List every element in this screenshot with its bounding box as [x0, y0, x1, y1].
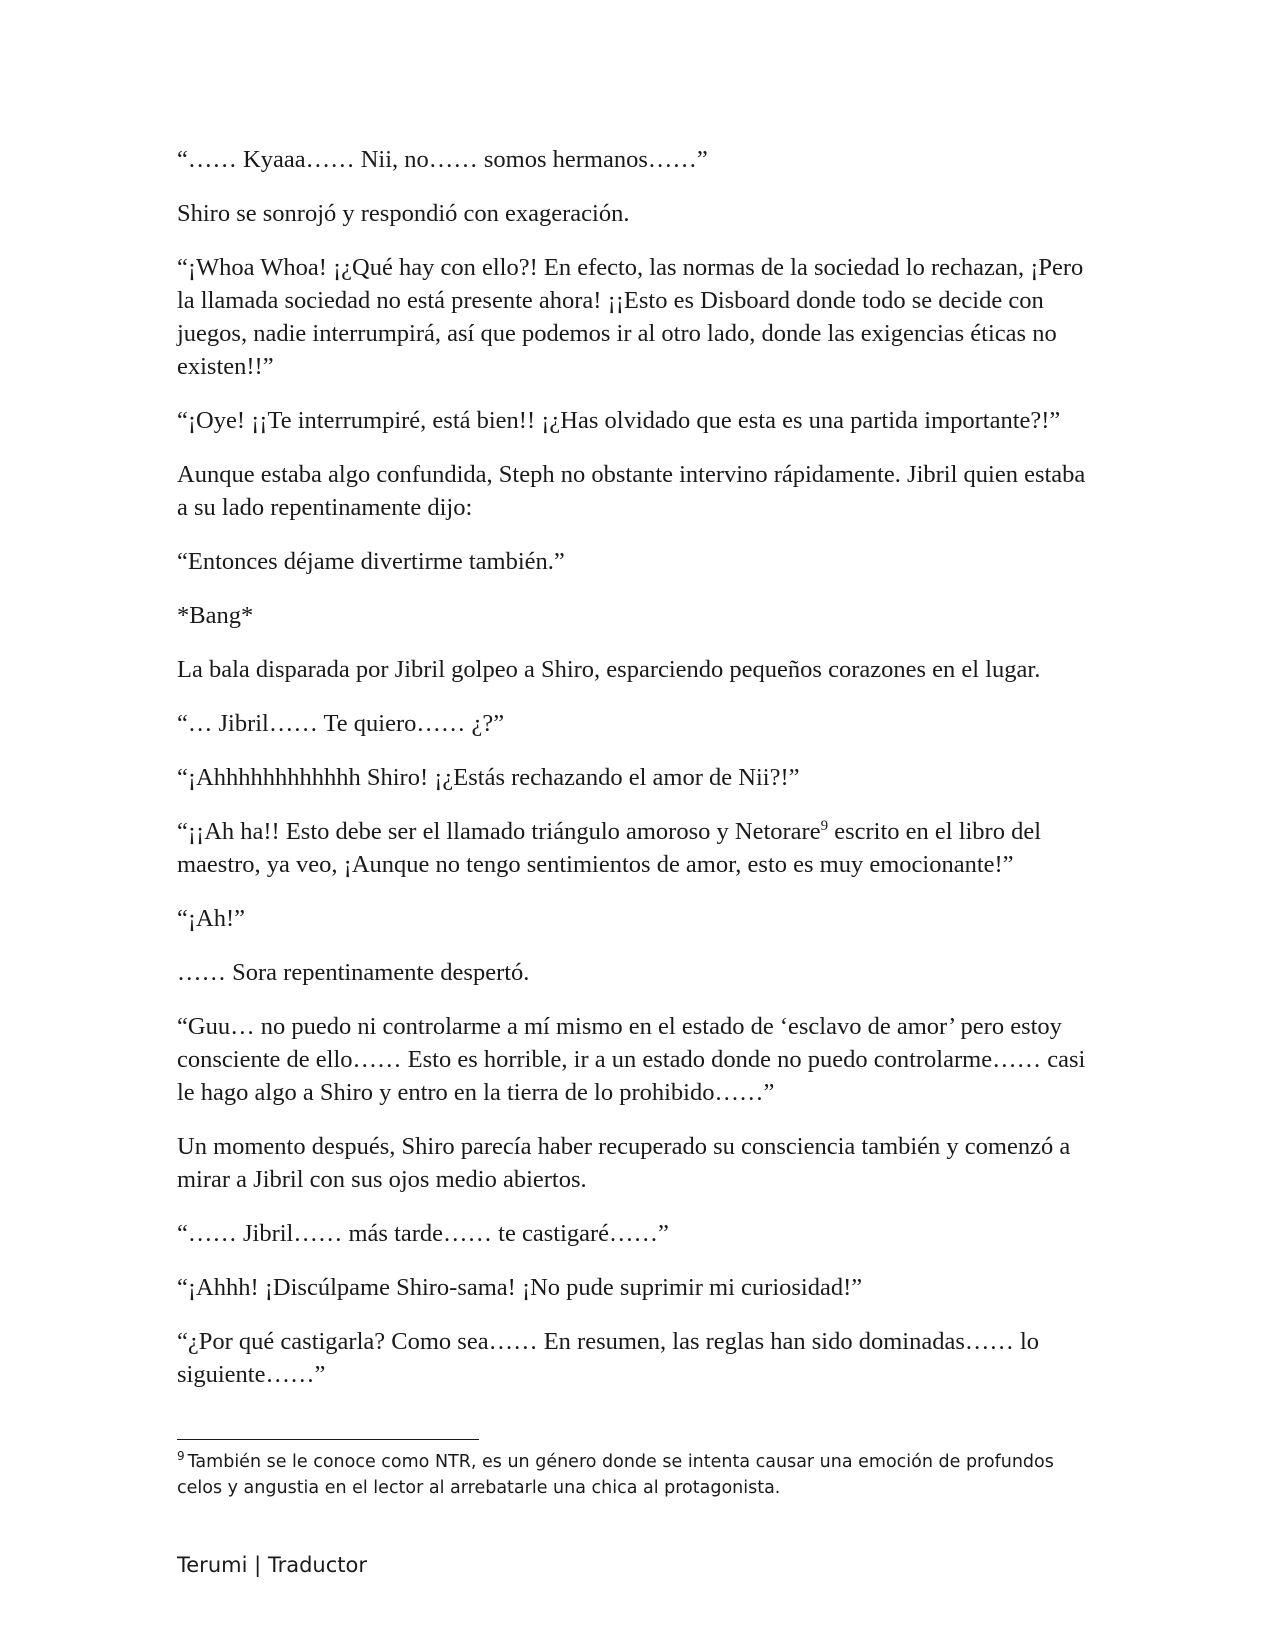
footnote-number: 9	[177, 1449, 185, 1464]
paragraph: Un momento después, Shiro parecía haber recuperado su consciencia también y comenzó a mirar a Jibril con sus ojos medio abiertos.	[177, 1133, 1071, 1193]
paragraph: “¡Oye! ¡¡Te interrumpiré, está bien!! ¡¿Has olvidado que esta es una partida importante?!”	[177, 407, 1061, 434]
paragraph: “¡Ahhh! ¡Discúlpame Shiro-sama! ¡No pude suprimir mi curiosidad!”	[177, 1274, 863, 1301]
paragraph: Shiro se sonrojó y respondió con exageración.	[177, 200, 630, 227]
paragraph: …… Sora repentinamente despertó.	[177, 959, 530, 986]
paragraph: “…… Kyaaa…… Nii, no…… somos hermanos……”	[177, 146, 708, 173]
paragraph: “¡Whoa Whoa! ¡¿Qué hay con ello?! En efecto, las normas de la sociedad lo rechazan, ¡Pero la llamada sociedad no está presente ahora! ¡¡Esto es Disboard donde todo se decide con juegos, nadie interrumpirá, así que podemos ir al otro lado, donde las exigencias éticas no existen!!”	[177, 254, 1084, 380]
page-footer: Terumi | Traductor	[177, 1553, 367, 1577]
paragraph-text: escrito en el libro del maestro, ya veo, ¡Aunque no tengo sentimientos de amor, esto es muy emocionante!”	[177, 818, 1042, 878]
paragraph: “…… Jibril…… más tarde…… te castigaré……”	[177, 1220, 669, 1247]
footnote-text: También se le conoce como NTR, es un género donde se intenta causar una emoción de profundos celos y angustia en el lector al arrebatarle una chica al protagonista.	[177, 1452, 1054, 1498]
body-text	[177, 143, 1092, 1412]
paragraph: “Entonces déjame divertirme también.”	[177, 548, 565, 575]
footnote-reference[interactable]: 9	[820, 817, 829, 834]
paragraph: “¡Ahhhhhhhhhhhh Shiro! ¡¿Estás rechazando el amor de Nii?!”	[177, 764, 800, 791]
footnote	[177, 1449, 1097, 1501]
paragraph: La bala disparada por Jibril golpeo a Shiro, esparciendo pequeños corazones en el lugar.	[177, 656, 1041, 683]
paragraph: *Bang*	[177, 602, 254, 629]
paragraph: “… Jibril…… Te quiero…… ¿?”	[177, 710, 505, 737]
paragraph: Aunque estaba algo confundida, Steph no obstante intervino rápidamente. Jibril quien estaba a su lado repentinamente dijo:	[177, 461, 1086, 521]
paragraph-with-footnote-ref	[177, 815, 1092, 881]
footnote-divider	[177, 1439, 479, 1440]
paragraph-text: “¡¡Ah ha!! Esto debe ser el llamado triángulo amoroso y Netorare	[177, 818, 821, 845]
paragraph: “Guu… no puedo ni controlarme a mí mismo en el estado de ‘esclavo de amor’ pero estoy consciente de ello…… Esto es horrible, ir a un estado donde no puedo controlarme…… casi le hago algo a Shiro y entro en la tierra de lo prohibido……”	[177, 1013, 1086, 1106]
paragraph: “¡Ah!”	[177, 905, 246, 932]
paragraph: “¿Por qué castigarla? Como sea…… En resumen, las reglas han sido dominadas…… lo siguiente……”	[177, 1328, 1040, 1388]
